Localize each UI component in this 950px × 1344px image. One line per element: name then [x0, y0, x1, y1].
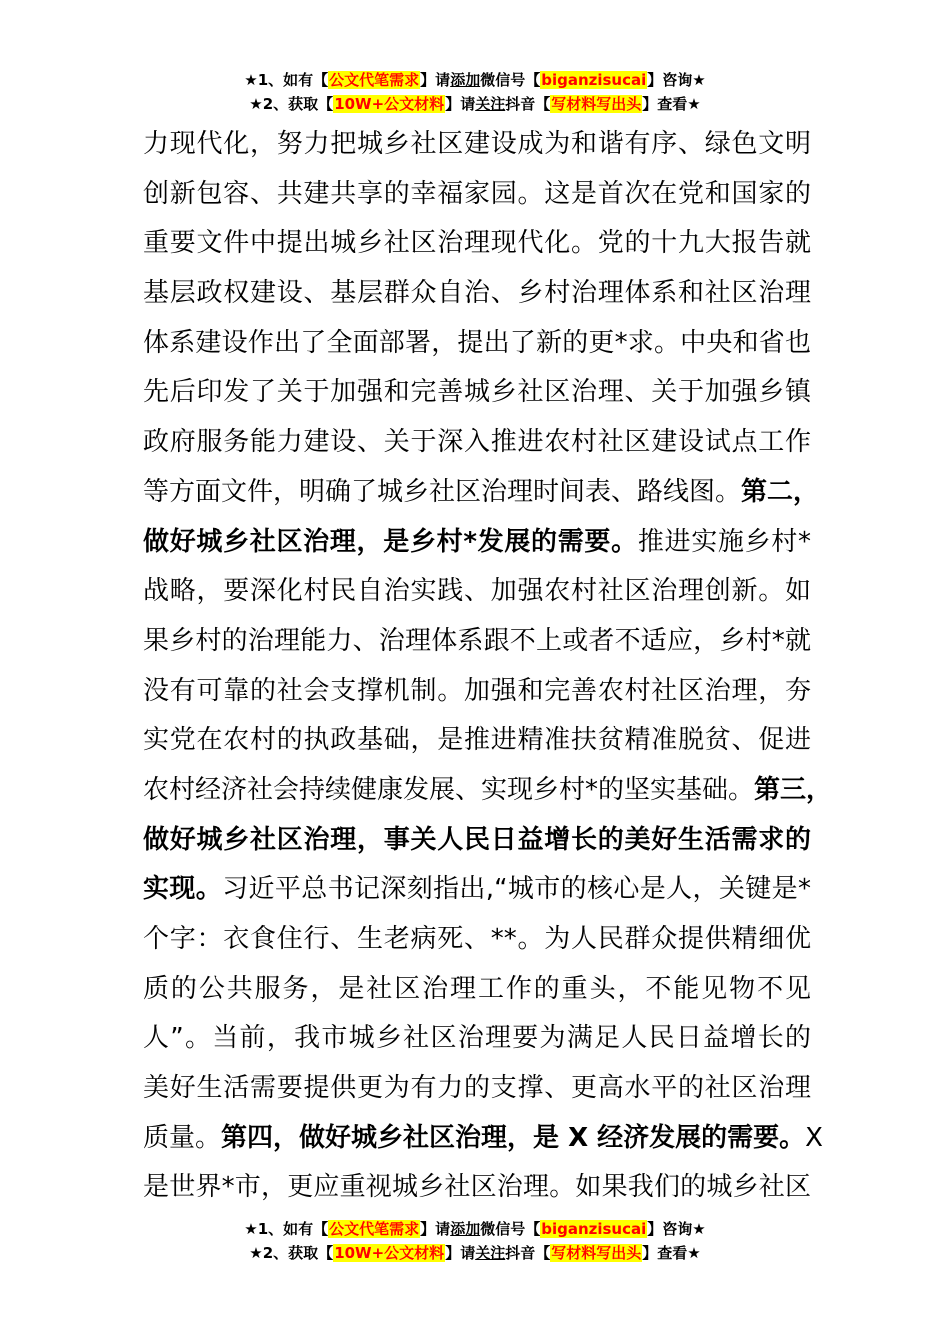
text-run: X	[805, 1122, 823, 1153]
text-line: 人”。当前，我市城乡社区治理要为满足人民日益增长的	[143, 1023, 811, 1054]
banner-text: 】请	[445, 95, 476, 113]
text-line: 战略，要深化村民自治实践、加强农村社区治理创新。如	[143, 576, 811, 607]
highlight-douyin: 写材料写出头	[551, 1244, 642, 1262]
banner-text: 抖音【	[505, 1244, 551, 1262]
text-line	[143, 518, 811, 568]
highlight-wechat-id: biganzisucai	[541, 1220, 647, 1238]
text-line: 先后印发了关于加强和完善城乡社区治理、关于加强乡镇	[143, 377, 811, 408]
text-run: 农村经济社会持续健康发展、实现乡村*的坚实基础。	[143, 774, 755, 805]
banner-line-1	[0, 68, 950, 92]
text-line: 体系建设作出了全面部署，提出了新的更*求。中央和省也	[143, 327, 811, 358]
highlight-ghostwriting: 公文代笔需求	[329, 1220, 420, 1238]
header-banner	[0, 68, 950, 116]
text-line: 美好生活需要提供更为有力的支撑、更高水平的社区治理	[143, 1073, 811, 1104]
banner-line-1	[0, 1217, 950, 1241]
banner-text: ★2、获取【	[249, 1244, 334, 1262]
text-line: 个字：衣食住行、生老病死、**。为人民群众提供精细优	[143, 924, 811, 954]
banner-text: 】查看★	[642, 1244, 701, 1262]
banner-text: 】查看★	[642, 95, 701, 113]
bold-heading-second: 第二，	[741, 476, 820, 507]
highlight-wechat-id: biganzisucai	[541, 71, 647, 89]
text-run: 习近平总书记深刻指出,“城市的核心是人，关键是*	[222, 874, 811, 905]
banner-line-2	[0, 1241, 950, 1265]
bold-heading-third: 做好城乡社区治理，事关人民日益增长的美好生活需求的	[143, 824, 811, 855]
banner-text: ★2、获取【	[249, 95, 334, 113]
banner-text: ★1、如有【	[244, 1220, 329, 1238]
bold-heading-second: 做好城乡社区治理，是乡村*发展的需要。	[143, 526, 638, 557]
banner-text: 】请	[420, 71, 451, 89]
text-line: 重要文件中提出城乡社区治理现代化。党的十九大报告就	[143, 228, 811, 259]
banner-text: 】咨询★	[647, 1220, 706, 1238]
bold-heading-third: 实现。	[143, 874, 223, 905]
text-run: 等方面文件，明确了城乡社区治理时间表、路线图。	[143, 476, 742, 507]
text-line: 创新包容、共建共享的幸福家园。这是首次在党和国家的	[143, 178, 811, 209]
footer-banner	[0, 1217, 950, 1265]
text-line	[143, 468, 820, 518]
banner-underlined-text: 添加	[450, 71, 481, 89]
banner-line-2	[0, 92, 950, 116]
banner-text: 】请	[445, 1244, 476, 1262]
highlight-ghostwriting: 公文代笔需求	[329, 71, 420, 89]
body-text	[143, 120, 833, 1213]
banner-text: 抖音【	[505, 95, 551, 113]
banner-text: 】请	[420, 1220, 451, 1238]
banner-text: 】咨询★	[647, 71, 706, 89]
banner-underlined-text: 关注	[475, 1244, 506, 1262]
text-line	[143, 1114, 823, 1164]
text-run: 推进实施乡村*	[637, 526, 811, 557]
text-line: 是世界*市，更应重视城乡社区治理。如果我们的城乡社区	[143, 1172, 811, 1203]
text-line: 实党在农村的执政基础，是推进精准扶贫精准脱贫、促进	[143, 725, 811, 756]
highlight-materials: 10W+公文材料	[334, 95, 445, 113]
text-line: 质的公共服务，是社区治理工作的重头，不能见物不见	[143, 973, 811, 1004]
banner-underlined-text: 添加	[450, 1220, 481, 1238]
bold-heading-fourth: 第四，做好城乡社区治理，是 X 经济发展的需要。	[221, 1122, 806, 1153]
text-line	[143, 865, 811, 915]
text-line: 力现代化，努力把城乡社区建设成为和谐有序、绿色文明	[143, 129, 811, 159]
banner-text: ★1、如有【	[244, 71, 329, 89]
text-run: 质量。	[143, 1122, 222, 1153]
banner-text: 微信号【	[480, 1220, 541, 1238]
bold-heading-third: 第三，	[754, 774, 833, 805]
text-line: 果乡村的治理能力、治理体系跟不上或者不适应，乡村*就	[143, 625, 811, 656]
text-line: 基层政权建设、基层群众自治、乡村治理体系和社区治理	[143, 278, 811, 309]
banner-underlined-text: 关注	[475, 95, 506, 113]
text-line: 没有可靠的社会支撑机制。加强和完善农村社区治理，夯	[143, 675, 811, 706]
text-line: 政府服务能力建设、关于深入推进农村社区建设试点工作	[143, 427, 811, 458]
text-line	[143, 816, 811, 866]
highlight-douyin: 写材料写出头	[551, 95, 642, 113]
text-line	[143, 766, 833, 816]
banner-text: 微信号【	[480, 71, 541, 89]
highlight-materials: 10W+公文材料	[334, 1244, 445, 1262]
